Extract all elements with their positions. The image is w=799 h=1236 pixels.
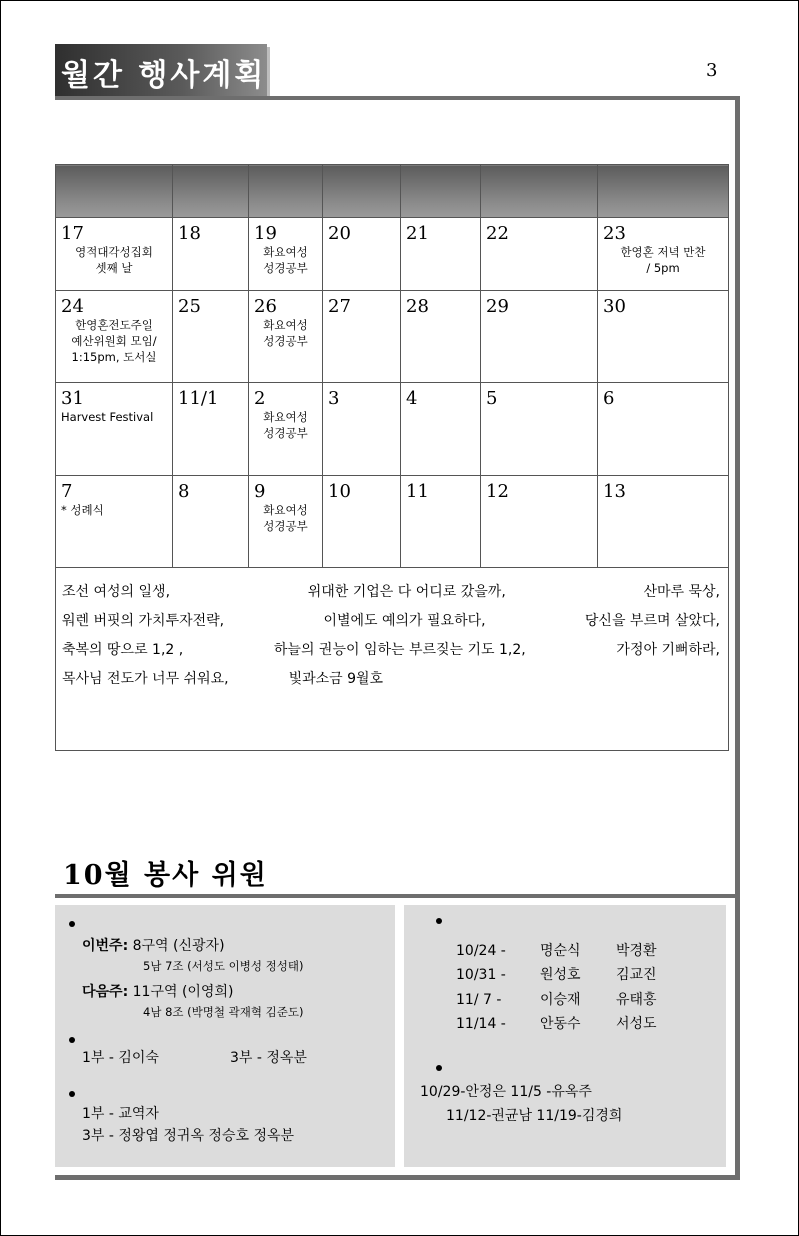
day-number: 11: [406, 481, 429, 502]
day-cell: [481, 476, 598, 568]
bullet-icon: [69, 1037, 75, 1043]
day-number: 27: [328, 296, 351, 317]
day-number: 28: [406, 296, 429, 317]
next-week-sub: 4남 8조 (박명철 곽재혁 김준도): [143, 1005, 304, 1019]
book-line: [62, 578, 720, 607]
book-title: 목사님 전도가 너무 쉬워요,: [62, 671, 229, 687]
book-line: [62, 607, 720, 636]
schedule-date: 10/24 -: [456, 943, 506, 959]
day-number: 20: [328, 223, 351, 244]
service-panel-right: [404, 905, 726, 1167]
page-number: 3: [706, 60, 718, 81]
header-cell: [401, 165, 481, 218]
schedule-name-a: 이승재: [540, 992, 581, 1008]
day-number: 24: [61, 296, 84, 317]
header-cell: [173, 165, 249, 218]
book-title: 조선 여성의 일생,: [62, 584, 171, 600]
group2-line-b: 3부 - 정옥분: [230, 1050, 307, 1066]
day-cell: [598, 476, 729, 568]
day-number: 4: [406, 388, 418, 409]
next-week-label: 다음주:: [82, 984, 129, 1000]
day-cell: [56, 383, 173, 476]
day-number: 12: [486, 481, 509, 502]
day-cell: [598, 218, 729, 291]
book-title: 워렌 버핏의 가치투자전략,: [62, 613, 225, 629]
next-week-row: [82, 983, 233, 1001]
bullet-icon: [69, 1091, 75, 1097]
page-title: 월간 행사계획: [61, 58, 267, 93]
header-cell: [481, 165, 598, 218]
schedule-name-a: 명순식: [540, 943, 581, 959]
day-note: 성경공부: [263, 261, 308, 275]
day-number: 30: [603, 296, 626, 317]
this-week-sub: 5남 7조 (서성도 이병성 정성태): [143, 959, 304, 973]
frame-right-rule: [735, 96, 740, 1180]
day-note: 화요여성: [263, 318, 308, 332]
day-number: 26: [254, 296, 277, 317]
day-number: 11/1: [178, 388, 219, 409]
bullet-icon: [436, 918, 442, 924]
day-cell: [173, 218, 249, 291]
day-cell: [173, 476, 249, 568]
page-title-banner: [55, 44, 267, 96]
day-number: 17: [61, 223, 84, 244]
header-cell: [598, 165, 729, 218]
frame-mid-rule: [55, 894, 739, 898]
day-number: 13: [603, 481, 626, 502]
day-cell: [481, 291, 598, 383]
day-cell: [56, 218, 173, 291]
this-week-label: 이번주:: [82, 938, 129, 954]
book-title: 축복의 땅으로 1,2 ,: [62, 642, 184, 658]
day-note: * 성례식: [61, 503, 104, 517]
day-number: 9: [254, 481, 266, 502]
frame-top-rule: [55, 96, 739, 100]
schedule-date: 10/31 -: [456, 967, 506, 983]
day-note: 예산위원회 모임/: [71, 334, 157, 348]
day-note: 성경공부: [263, 519, 308, 533]
day-cell: [56, 476, 173, 568]
day-number: 23: [603, 223, 626, 244]
book-title: 위대한 기업은 다 어디로 갔을까,: [307, 584, 506, 600]
schedule-name-b: 유태홍: [616, 992, 657, 1008]
schedule-name-b: 서성도: [616, 1016, 657, 1032]
day-number: 21: [406, 223, 429, 244]
day-number: 7: [61, 481, 73, 502]
day-note: 화요여성: [263, 245, 308, 259]
day-cell: [249, 383, 323, 476]
book-line: [62, 636, 720, 665]
schedule-name-a: 안동수: [540, 1016, 581, 1032]
calendar-week-row: [56, 218, 729, 291]
day-cell: [481, 218, 598, 291]
bullet-icon: [436, 1065, 442, 1071]
day-note: 성경공부: [263, 426, 308, 440]
book-title: 산마루 묵상,: [643, 584, 720, 600]
bullet-icon: [69, 921, 75, 927]
day-cell: [323, 476, 401, 568]
day-cell: [173, 291, 249, 383]
group3-line-1: 1부 - 교역자: [82, 1106, 159, 1122]
day-cell: [598, 291, 729, 383]
day-cell: [598, 383, 729, 476]
book-list-cell: [56, 568, 729, 751]
calendar-week-row: [56, 383, 729, 476]
group2-line-a: 1부 - 김이숙: [82, 1050, 159, 1066]
header-cell: [249, 165, 323, 218]
day-cell: [401, 476, 481, 568]
day-number: 3: [328, 388, 340, 409]
day-cell: [249, 291, 323, 383]
day-cell: [401, 291, 481, 383]
day-number: 25: [178, 296, 201, 317]
schedule-name-a: 원성호: [540, 967, 581, 983]
book-title: 빛과소금 9월호: [288, 671, 384, 687]
day-number: 8: [178, 481, 190, 502]
day-number: 19: [254, 223, 277, 244]
this-week-value: 8구역 (신광자): [132, 938, 225, 954]
day-cell: [323, 218, 401, 291]
calendar-week-row: [56, 291, 729, 383]
schedule-name-b: 박경환: [616, 943, 657, 959]
calendar-header-row: [56, 165, 729, 218]
schedule-line-2: 11/12-권균남 11/19-김경희: [446, 1108, 623, 1124]
service-panel-left: [55, 905, 395, 1167]
day-number: 29: [486, 296, 509, 317]
book-title: 당신을 부르며 살았다,: [584, 613, 720, 629]
book-list-row: [56, 568, 729, 751]
book-line: [62, 665, 720, 694]
group3-line-2: 3부 - 정왕엽 정귀옥 정승호 정옥분: [82, 1128, 295, 1144]
this-week-row: [82, 937, 225, 955]
day-number: 10: [328, 481, 351, 502]
day-number: 18: [178, 223, 201, 244]
day-note: 화요여성: [263, 503, 308, 517]
schedule-date: 11/14 -: [456, 1016, 506, 1032]
day-cell: [481, 383, 598, 476]
day-cell: [401, 218, 481, 291]
day-cell: [173, 383, 249, 476]
header-cell: [56, 165, 173, 218]
calendar-week-row: [56, 476, 729, 568]
book-title: 가정아 기뻐하라,: [616, 642, 720, 658]
schedule-name-b: 김교진: [616, 967, 657, 983]
day-cell: [323, 291, 401, 383]
service-section-title: 10월 봉사 위원: [63, 860, 268, 891]
day-note: / 5pm: [646, 261, 680, 275]
monthly-calendar: [55, 164, 729, 751]
schedule-date: 11/ 7 -: [456, 992, 502, 1008]
day-number: 22: [486, 223, 509, 244]
day-cell: [249, 476, 323, 568]
book-title: 하늘의 권능이 임하는 부르짖는 기도 1,2,: [273, 642, 526, 658]
day-note: 한영혼전도주일: [75, 318, 153, 332]
day-number: 5: [486, 388, 498, 409]
day-note: 화요여성: [263, 410, 308, 424]
next-week-value: 11구역 (이영희): [132, 984, 234, 1000]
day-cell: [56, 291, 173, 383]
day-number: 2: [254, 388, 266, 409]
day-note: 영적대각성집회: [75, 245, 153, 259]
day-number: 6: [603, 388, 615, 409]
schedule-line-1: 10/29-안정은 11/5 -유옥주: [420, 1084, 592, 1100]
day-note: 한영혼 저녁 만찬: [620, 245, 706, 259]
day-cell: [323, 383, 401, 476]
day-note: 성경공부: [263, 334, 308, 348]
day-cell: [401, 383, 481, 476]
frame-bottom-rule: [55, 1175, 740, 1180]
day-note: Harvest Festival: [61, 410, 154, 424]
day-number: 31: [61, 388, 84, 409]
header-cell: [323, 165, 401, 218]
book-title: 이별에도 예의가 필요하다,: [323, 613, 486, 629]
day-cell: [249, 218, 323, 291]
day-note: 셋째 날: [95, 261, 133, 275]
day-note: 1:15pm, 도서실: [71, 350, 157, 364]
